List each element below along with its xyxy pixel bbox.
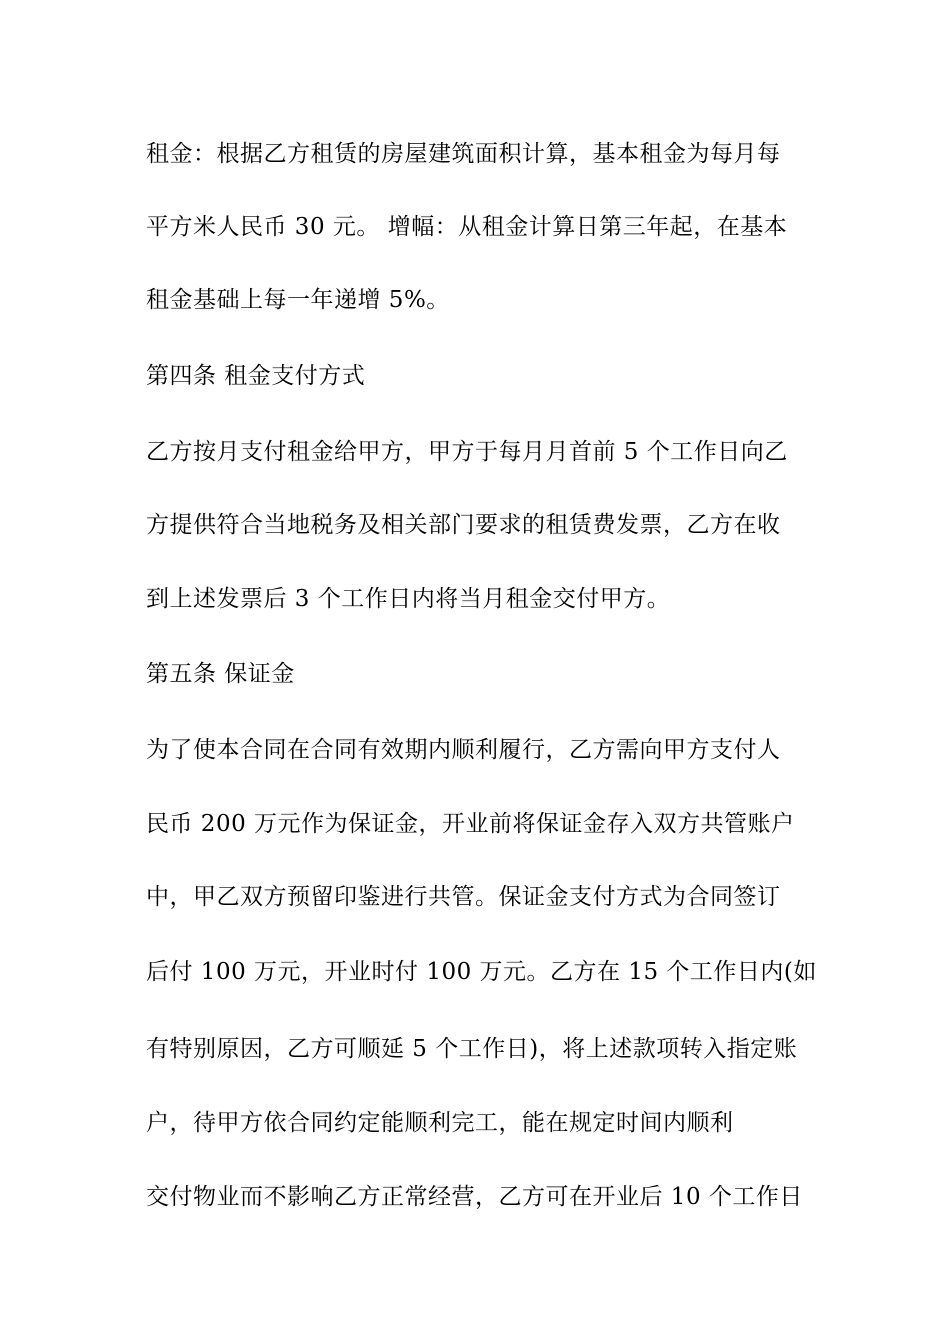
paragraph-line: 租金基础上每一年递增 5%。 (146, 287, 450, 313)
paragraph-line: 为了使本合同在合同有效期内顺利履行，乙方需向甲方支付人 (146, 737, 781, 763)
paragraph-line: 中，甲乙双方预留印鉴进行共管。保证金支付方式为合同签订 (146, 884, 781, 910)
paragraph-line: 平方米人民币 30 元。 增幅：从租金计算日第三年起，在基本 (146, 214, 788, 240)
paragraph-line: 有特别原因，乙方可顺延 5 个工作日)，将上述款项转入指定账 (146, 1036, 798, 1062)
paragraph-line: 租金：根据乙方租赁的房屋建筑面积计算，基本租金为每月每 (146, 141, 781, 167)
paragraph-line: 后付 100 万元，开业时付 100 万元。乙方在 15 个工作日内(如 (146, 959, 817, 985)
paragraph-line: 户，待甲方依合同约定能顺利完工，能在规定时间内顺利 (146, 1110, 734, 1136)
section-heading: 第五条 保证金 (146, 661, 295, 687)
paragraph-line: 到上述发票后 3 个工作日内将当月租金交付甲方。 (146, 586, 671, 612)
paragraph-line: 交付物业而不影响乙方正常经营，乙方可在开业后 10 个工作日 (146, 1184, 803, 1210)
paragraph-line: 方提供符合当地税务及相关部门要求的租赁费发票，乙方在收 (146, 512, 781, 538)
paragraph-line: 乙方按月支付租金给甲方，甲方于每月月首前 5 个工作日向乙 (146, 439, 788, 465)
paragraph-line: 民币 200 万元作为保证金，开业前将保证金存入双方共管账户 (146, 811, 795, 837)
section-heading: 第四条 租金支付方式 (146, 363, 366, 389)
